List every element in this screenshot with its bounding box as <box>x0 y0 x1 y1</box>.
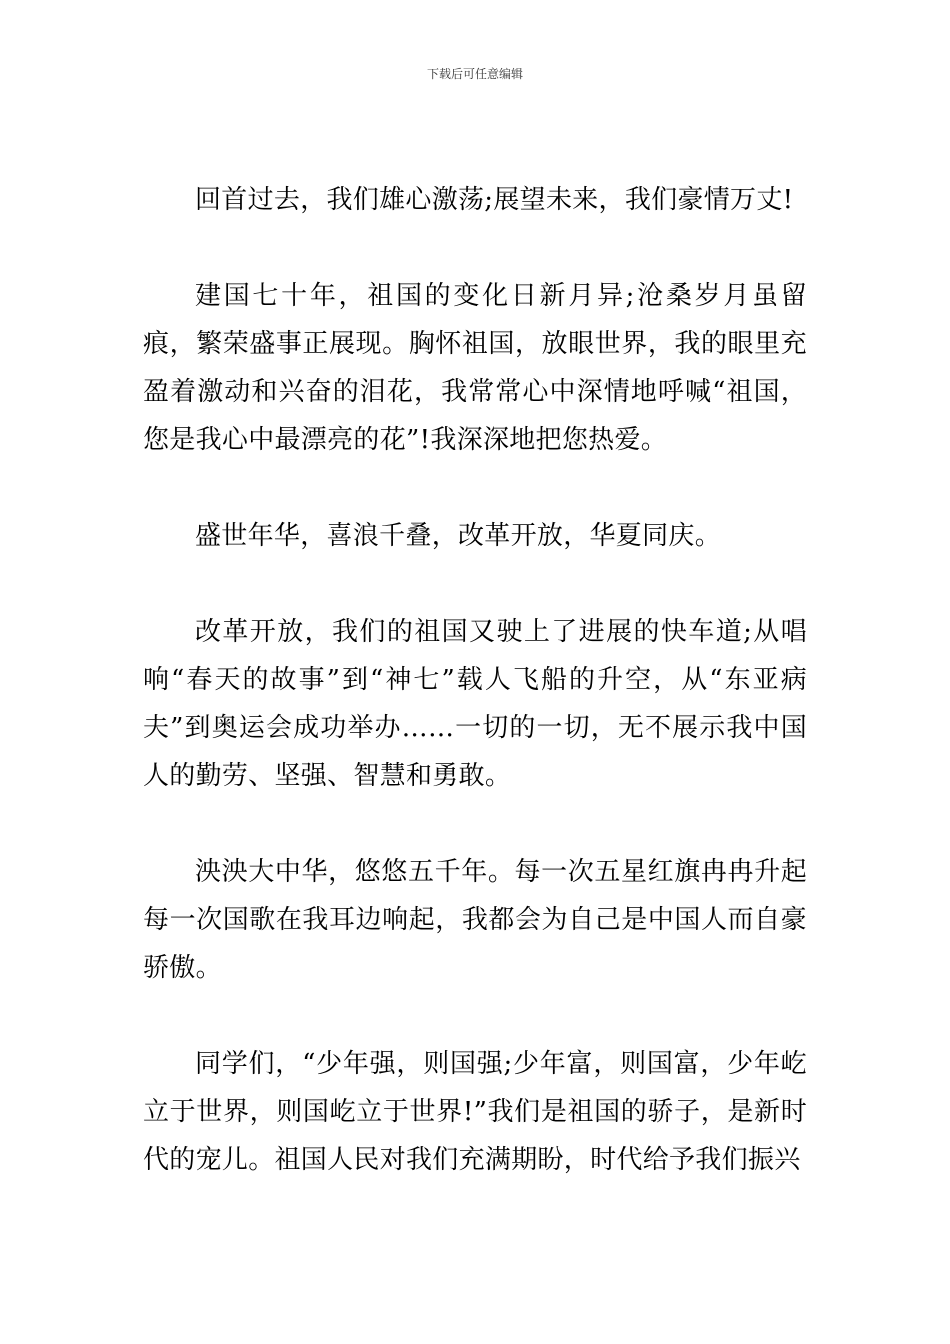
paragraph-2: 建国七十年，祖国的变化日新月异;沧桑岁月虽留痕，繁荣盛事正展现。胸怀祖国，放眼世界，我的眼里充盈着激动和兴奋的泪花，我常常心中深情地呼喊“祖国，您是我心中最漂亮的花”!我深深地把您热爱。 <box>143 281 807 455</box>
document-body <box>143 176 807 1184</box>
paragraph-3: 盛世年华，喜浪千叠，改革开放，华夏同庆。 <box>195 521 722 551</box>
paragraph-4: 改革开放，我们的祖国又驶上了进展的快车道;从唱响“春天的故事”到“神七”载人飞船的升空，从“东亚病夫”到奥运会成功举办……一切的一切，无不展示我中国人的勤劳、坚强、智慧和勇敢。 <box>143 617 807 791</box>
page-header: 下载后可任意编辑 <box>426 67 523 81</box>
paragraph-6: 同学们，“少年强，则国强;少年富，则国富，少年屹立于世界，则国屹立于世界!”我们是祖国的骄子，是新时代的宠儿。祖国人民对我们充满期盼，时代给予我们振兴 <box>143 1049 807 1175</box>
paragraph-5: 泱泱大中华，悠悠五千年。每一次五星红旗冉冉升起每一次国歌在我耳边响起，我都会为自己是中国人而自豪骄傲。 <box>143 857 807 983</box>
paragraph-1: 回首过去，我们雄心激荡;展望未来，我们豪情万丈! <box>195 185 794 215</box>
